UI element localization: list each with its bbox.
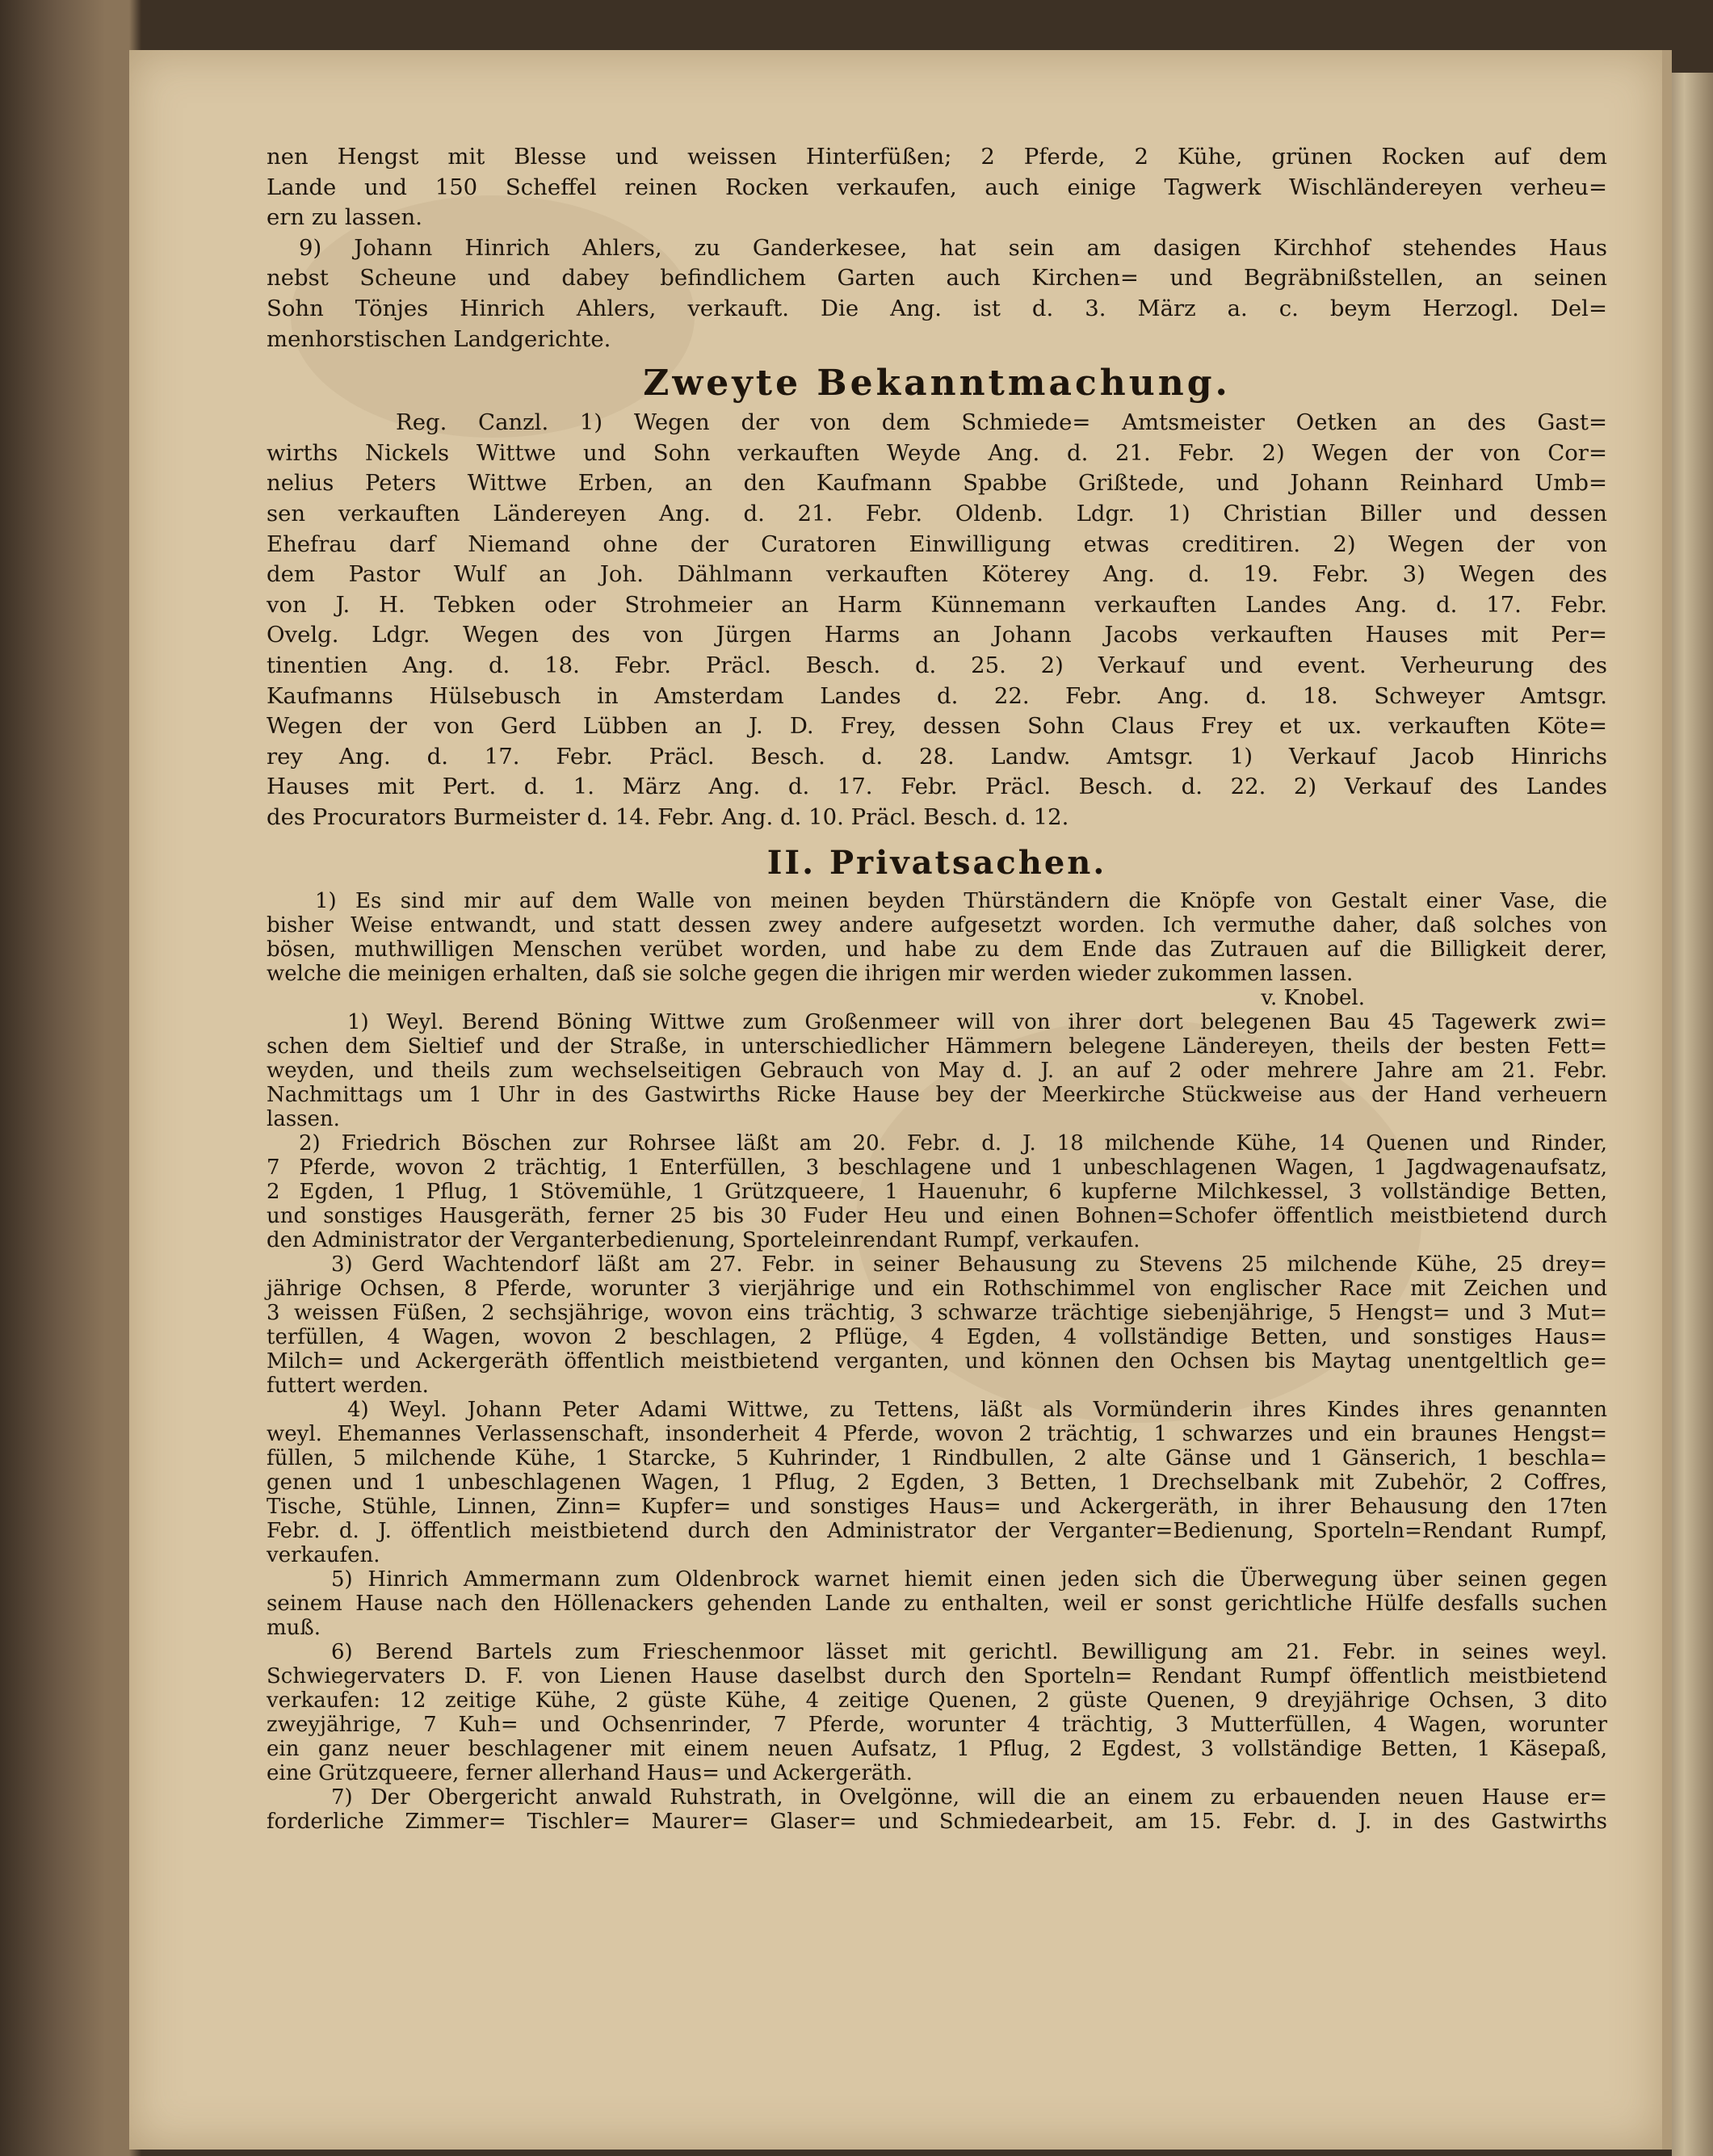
text-line: Kaufmanns Hülsebusch in Amsterdam Landes d. 22. Febr. Ang. d. 18. Schweyer Amtsgr. — [267, 682, 1607, 709]
text-line: genen und 1 unbeschlagenen Wagen, 1 Pflug, 2 Egden, 3 Betten, 1 Drechselbank mit Zubehör, 2 Coffres, — [267, 1470, 1607, 1495]
text-line: ern zu lassen. — [267, 204, 422, 231]
privat-item-1 — [267, 889, 1607, 1010]
text-line: Reg. Canzl. 1) Wegen der von dem Schmiede= Amtsmeister Oetken an des Gast= — [396, 409, 1607, 436]
text-line: weyl. Ehemannes Verlassenschaft, insonderheit 4 Pferde, wovon 2 trächtig, 1 schwarzes und ein braunes Hengst= — [267, 1422, 1607, 1447]
privat-item-3 — [267, 1252, 1607, 1398]
text-line: rey Ang. d. 17. Febr. Präcl. Besch. d. 28. Landw. Amtsgr. 1) Verkauf Jacob Hinrichs — [267, 743, 1607, 770]
text-line: Sohn Tönjes Hinrich Ahlers, verkauft. Die Ang. ist d. 3. März a. c. beym Herzogl. Del= — [267, 295, 1607, 321]
text-line: jährige Ochsen, 8 Pferde, worunter 3 vierjährige und ein Rothschimmel von englischer Race mit Zeichen und — [267, 1277, 1607, 1302]
text-line: 9) Johann Hinrich Ahlers, zu Ganderkesee, hat sein am dasigen Kirchhof stehendes Haus — [299, 234, 1607, 261]
privat-item-7 — [267, 1785, 1607, 1834]
privat-item-4 — [267, 1398, 1607, 1567]
privat-item-weyl — [267, 1010, 1607, 1131]
text-line: verkaufen: 12 zeitige Kühe, 2 güste Kühe, 4 zeitige Quenen, 2 güste Quenen, 9 dreyjährige Ochsen, 3 dito — [267, 1688, 1607, 1713]
next-page-edge — [1672, 73, 1713, 2156]
text-line: Schwiegervaters D. F. von Lienen Hause daselbst durch den Sporteln= Rendant Rumpf öffentlich meistbietend — [267, 1664, 1607, 1689]
text-line: Ovelg. Ldgr. Wegen des von Jürgen Harms an Johann Jacobs verkauften Hauses mit Per= — [267, 622, 1607, 648]
text-line: forderliche Zimmer= Tischler= Maurer= Glaser= und Schmiedearbeit, am 15. Febr. d. J. in des Gastwirths — [267, 1810, 1607, 1835]
section1-continuation — [267, 142, 1607, 233]
text-line: Hauses mit Pert. d. 1. März Ang. d. 17. Febr. Präcl. Besch. d. 22. 2) Verkauf des Landes — [267, 774, 1607, 800]
text-line: bisher Weise entwandt, und statt dessen zwey andere aufgesetzt worden. Ich vermuthe daher, daß solches von — [267, 913, 1607, 938]
text-line: von J. H. Tebken oder Strohmeier an Harm Künnemann verkauften Landes Ang. d. 17. Febr. — [267, 591, 1607, 618]
text-line: Wegen der von Gerd Lübben an J. D. Frey, dessen Sohn Claus Frey et ux. verkauften Köte= — [267, 713, 1607, 740]
text-line: bösen, muthwilligen Menschen verübet worden, und habe zu dem Ende das Zutrauen auf die Billigkeit derer, — [267, 937, 1607, 963]
item-9 — [267, 233, 1607, 354]
text-line: 3 weissen Füßen, 2 sechsjährige, wovon eins trächtig, 3 schwarze trächtige siebenjährige, 5 Hengst= und 3 Mut= — [267, 1301, 1607, 1326]
zweyte-body — [267, 408, 1607, 833]
text-line: nebst Scheune und dabey befindlichem Garten auch Kirchen= und Begräbnißstellen, an seinen — [267, 265, 1607, 292]
text-line: 2 Egden, 1 Pflug, 1 Stövemühle, 1 Grützqueere, 1 Hauenuhr, 6 kupferne Milchkessel, 3 vollständige Betten, — [267, 1180, 1607, 1205]
privat-item-6 — [267, 1640, 1607, 1785]
text-line: 1) Weyl. Berend Böning Wittwe zum Großenmeer will von ihrer dort belegenen Bau 45 Tagewerk zwi= — [347, 1010, 1607, 1035]
text-line: 7 Pferde, wovon 2 trächtig, 1 Enterfüllen, 3 beschlagene und 1 unbeschlagenen Wagen, 1 Jagdwagenaufsatz, — [267, 1156, 1607, 1181]
text-line: Febr. d. J. öffentlich meistbietend durch den Administrator der Verganter=Bedienung, Sporteln=Rendant Rumpf, — [267, 1519, 1607, 1544]
privat-item-2 — [267, 1131, 1607, 1252]
text-line: zweyjährige, 7 Kuh= und Ochsenrinder, 7 Pferde, worunter 4 trächtig, 3 Mutterfüllen, 4 Wagen, worunter — [267, 1713, 1607, 1738]
text-line: menhorstischen Landgerichte. — [267, 325, 611, 352]
text-line: dem Pastor Wulf an Joh. Dählmann verkauften Köterey Ang. d. 19. Febr. 3) Wegen des — [267, 561, 1607, 588]
text-line: futtert werden. — [267, 1374, 429, 1399]
text-line: 4) Weyl. Johann Peter Adami Wittwe, zu Tettens, läßt als Vormünderin ihres Kindes ihres genannten — [347, 1398, 1607, 1423]
text-line: füllen, 5 milchende Kühe, 1 Starcke, 5 Kuhrinder, 1 Rindbullen, 2 alte Gänse und 1 Gänserich, 1 beschla= — [267, 1446, 1607, 1471]
text-line: Tische, Stühle, Linnen, Zinn= Kupfer= und sonstiges Haus= und Ackergeräth, in ihrer Behausung den 17ten — [267, 1495, 1607, 1520]
privatsachen-body — [267, 889, 1607, 1834]
text-line: tinentien Ang. d. 18. Febr. Präcl. Besch. d. 25. 2) Verkauf und event. Verheurung des — [267, 652, 1607, 678]
page-content — [267, 142, 1607, 1834]
text-line: weyden, und theils zum wechselseitigen Gebrauch von May d. J. an auf 2 oder mehrere Jahre am 21. Febr. — [267, 1059, 1607, 1084]
privat-item-5 — [267, 1567, 1607, 1640]
text-line: 2) Friedrich Böschen zur Rohrsee läßt am 20. Febr. d. J. 18 milchende Kühe, 14 Quenen und Rinder, — [299, 1131, 1607, 1156]
heading-privatsachen: II. Privatsachen. — [766, 844, 1107, 883]
text-line: wirths Nickels Wittwe und Sohn verkauften Weyde Ang. d. 21. Febr. 2) Wegen der von Cor= — [267, 439, 1607, 466]
text-line: Milch= und Ackergeräth öffentlich meistbietend verganten, und können den Ochsen bis Maytag unentgeltlich ge= — [267, 1349, 1607, 1374]
text-line: 6) Berend Bartels zum Frieschenmoor lässet mit gerichtl. Bewilligung am 21. Febr. in seines weyl. — [331, 1640, 1607, 1665]
text-line: eine Grützqueere, ferner allerhand Haus= und Ackergeräth. — [267, 1761, 913, 1786]
signature: v. Knobel. — [1261, 986, 1365, 1011]
text-line: den Administrator der Verganterbedienung, Sporteleinrendant Rumpf, verkaufen. — [267, 1228, 1140, 1253]
text-line: Lande und 150 Scheffel reinen Rocken verkaufen, auch einige Tagwerk Wischländereyen verheu= — [267, 174, 1607, 200]
text-line: des Procurators Burmeister d. 14. Febr. Ang. d. 10. Präcl. Besch. d. 12. — [267, 803, 1069, 830]
text-line: 1) Es sind mir auf dem Walle von meinen beyden Thürständern die Knöpfe von Gestalt einer Vase, die — [315, 889, 1607, 914]
heading-zweyte-bekanntmachung: Zweyte Bekanntmachung. — [643, 363, 1231, 405]
text-line: 5) Hinrich Ammermann zum Oldenbrock warnet hiemit einen jeden sich die Überwegung über seinen gegen — [331, 1567, 1607, 1592]
text-line: ein ganz neuer beschlagener mit einem neuen Aufsatz, 1 Pflug, 2 Egdest, 3 vollständige Betten, 1 Käsepaß, — [267, 1737, 1607, 1762]
text-line: 7) Der Obergericht anwald Ruhstrath, in Ovelgönne, will die an einem zu erbauenden neuen Hause er= — [331, 1785, 1607, 1810]
text-line: nelius Peters Wittwe Erben, an den Kaufmann Spabbe Grißtede, und Johann Reinhard Umb= — [267, 470, 1607, 497]
text-line: und sonstiges Hausgeräth, ferner 25 bis 30 Fuder Heu und einen Bohnen=Schofer öffentlich meistbietend durch — [267, 1204, 1607, 1229]
text-line: lassen. — [267, 1107, 340, 1132]
text-line: muß. — [267, 1616, 321, 1641]
text-line: nen Hengst mit Blesse und weissen Hinterfüßen; 2 Pferde, 2 Kühe, grünen Rocken auf dem — [267, 144, 1607, 170]
text-line: sen verkauften Ländereyen Ang. d. 21. Febr. Oldenb. Ldgr. 1) Christian Biller und dessen — [267, 500, 1607, 526]
text-line: welche die meinigen erhalten, daß sie solche gegen die ihrigen mir werden wieder zukommen lassen. — [267, 962, 1354, 987]
text-line: verkaufen. — [267, 1543, 380, 1568]
text-line: seinem Hause nach den Höllenackers gehenden Lande zu enthalten, weil er sonst gerichtliche Hülfe desfalls suchen — [267, 1592, 1607, 1617]
text-line: Nachmittags um 1 Uhr in des Gastwirths Ricke Hause bey der Meerkirche Stückweise aus der Hand verheuern — [267, 1083, 1607, 1108]
text-line: terfüllen, 4 Wagen, wovon 2 beschlagen, 2 Pflüge, 4 Egden, 4 vollständige Betten, und sonstiges Haus= — [267, 1325, 1607, 1350]
text-line: 3) Gerd Wachtendorf läßt am 27. Febr. in seiner Behausung zu Stevens 25 milchende Kühe, 25 drey= — [331, 1252, 1607, 1277]
text-line: schen dem Sieltief und der Straße, in unterschiedlicher Hämmern belegene Ländereyen, theils der besten Fett= — [267, 1034, 1607, 1059]
text-line: Ehefrau darf Niemand ohne der Curatoren Einwilligung etwas creditiren. 2) Wegen der von — [267, 531, 1607, 557]
